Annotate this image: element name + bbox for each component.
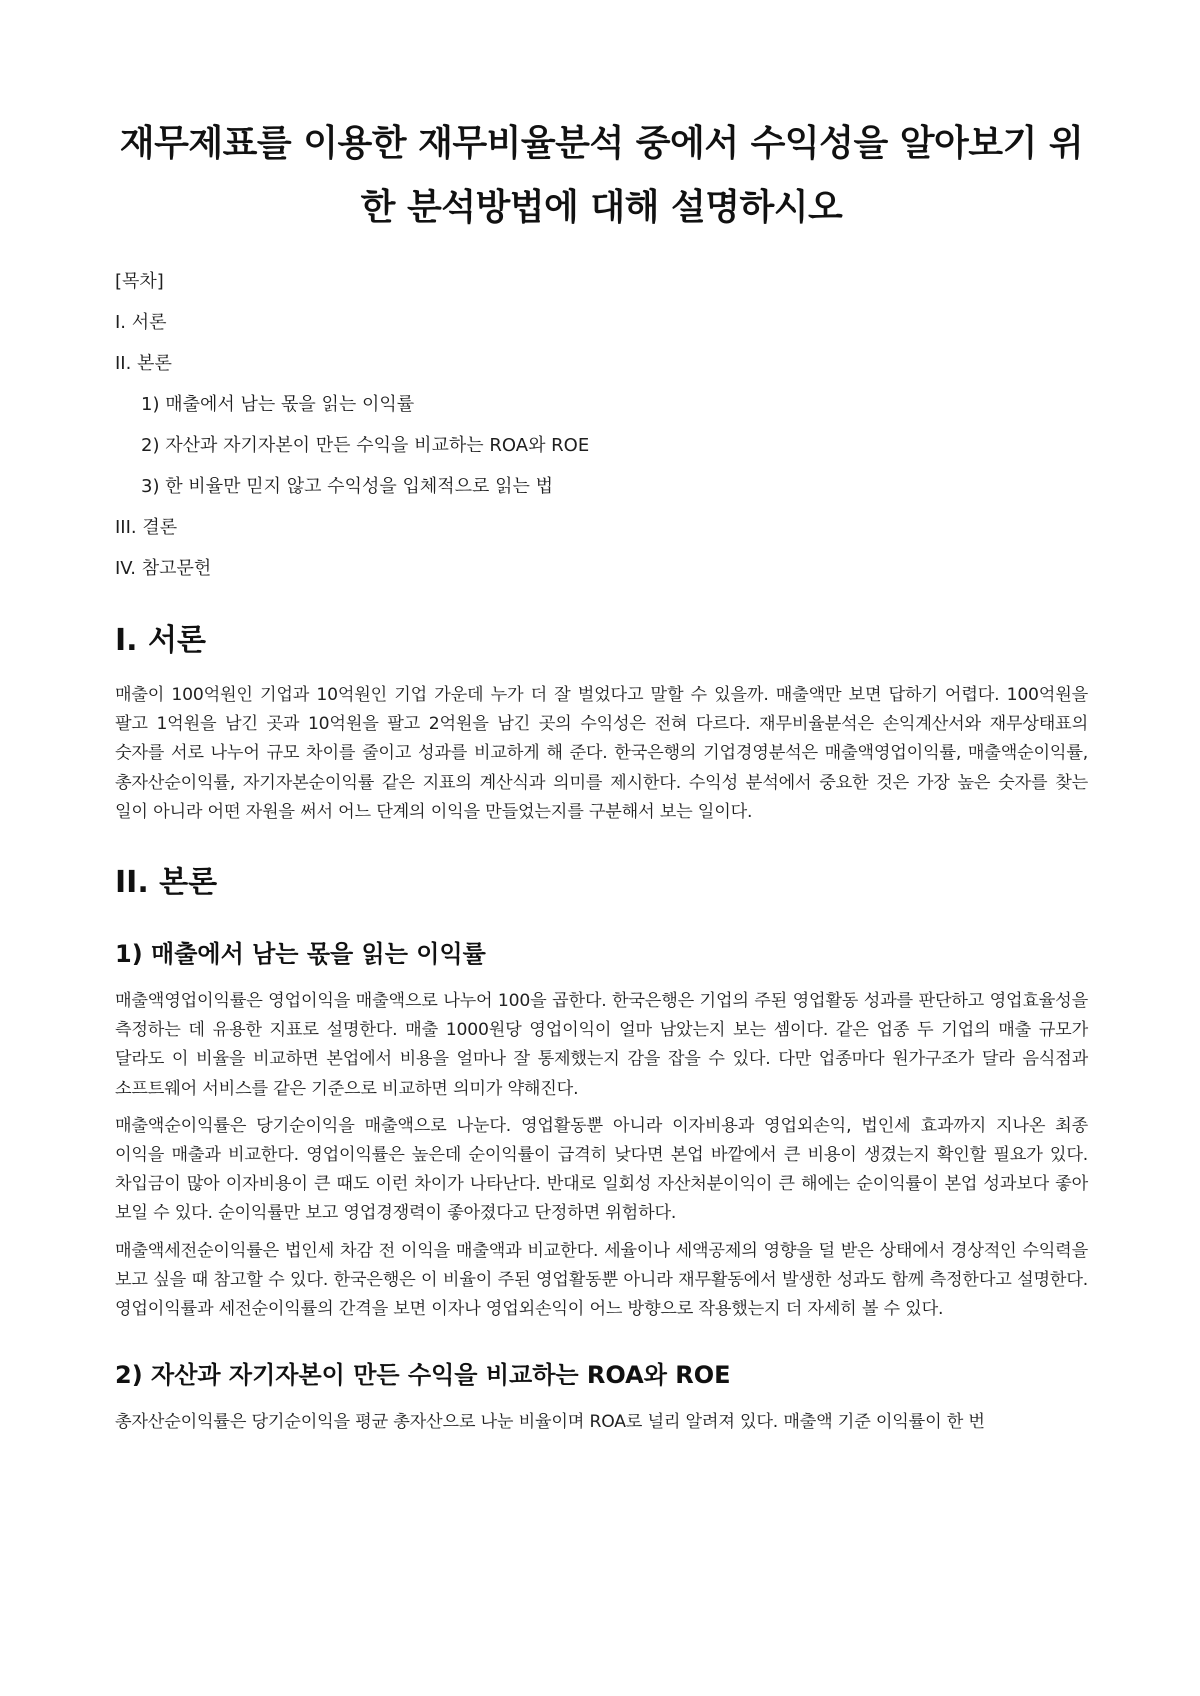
toc-item-body-2: 2) 자산과 자기자본이 만든 수익을 비교하는 ROA와 ROE: [141, 435, 590, 456]
document-title: 재무제표를 이용한 재무비율분석 중에서 수익성을 알아보기 위한 분석방법에 대해 설명하시오: [119, 123, 1084, 228]
toc-item-conclusion: III. 결론: [115, 517, 178, 538]
toc-item-body-1: 1) 매출에서 남는 몫을 읽는 이익률: [141, 394, 415, 415]
section2-paragraph-1: 총자산순이익률은 당기순이익을 평균 총자산으로 나눈 비율이며 ROA로 널리 알려져 있다. 매출액 기준 이익률이 한 번: [115, 1412, 985, 1433]
section-heading-intro: I. 서론: [115, 623, 206, 658]
toc-heading: [목차]: [115, 271, 164, 292]
subsection-heading-1: 1) 매출에서 남는 몫을 읽는 이익률: [115, 940, 486, 969]
intro-paragraph: 매출이 100억원인 기업과 10억원인 기업 가운데 누가 더 잘 벌었다고 말할 수 있을까. 매출액만 보면 답하기 어렵다. 100억원을 팔고 1억원을 남긴 곳과 10억원을 팔고 2억원을 남긴 곳의 수익성은 전혀 다르다. 재무비율분석은 손익계산서와 재무상태표의 숫자를 서로 나누어 규모 차이를 줄이고 성과를 비교하게 해 준다. 한국은행의 기업경영분석은 매출액영업이익률, 매출액순이익률, 총자산순이익률, 자기자본순이익률 같은 지표의 계산식과 의미를 제시한다. 수익성 분석에서 중요한 것은 가장 높은 숫자를 찾는 일이 아니라 어떤 자원을 써서 어느 단계의 이익을 만들었는지를 구분해서 보는 일이다.: [115, 685, 1088, 822]
section1-paragraph-1: 매출액영업이익률은 영업이익을 매출액으로 나누어 100을 곱한다. 한국은행은 기업의 주된 영업활동 성과를 판단하고 영업효율성을 측정하는 데 유용한 지표로 설명한다. 매출 1000원당 영업이익이 얼마 남았는지 보는 셈이다. 같은 업종 두 기업의 매출 규모가 달라도 이 비율을 비교하면 본업에서 비용을 얼마나 잘 통제했는지 감을 잡을 수 있다. 다만 업종마다 원가구조가 달라 음식점과 소프트웨어 서비스를 같은 기준으로 비교하면 의미가 약해진다.: [115, 991, 1088, 1099]
toc-item-body: II. 본론: [115, 353, 172, 374]
table-of-contents: [115, 268, 1088, 583]
section1-paragraph-2: 매출액순이익률은 당기순이익을 매출액으로 나눈다. 영업활동뿐 아니라 이자비용과 영업외손익, 법인세 효과까지 지나온 최종 이익을 매출과 비교한다. 영업이익률은 높은데 순이익률이 급격히 낮다면 본업 바깥에서 큰 비용이 생겼는지 확인할 필요가 있다. 차입금이 많아 이자비용이 큰 때도 이런 차이가 나타난다. 반대로 일회성 자산처분이익이 큰 해에는 순이익률이 본업 성과보다 좋아 보일 수 있다. 순이익률만 보고 영업경쟁력이 좋아졌다고 단정하면 위험하다.: [115, 1115, 1088, 1224]
toc-item-references: IV. 참고문헌: [115, 558, 212, 579]
toc-item-body-3: 3) 한 비율만 믿지 않고 수익성을 입체적으로 읽는 법: [141, 476, 554, 497]
section1-paragraph-3: 매출액세전순이익률은 법인세 차감 전 이익을 매출액과 비교한다. 세율이나 세액공제의 영향을 덜 받은 상태에서 경상적인 수익력을 보고 싶을 때 참고할 수 있다. 한국은행은 이 비율이 주된 영업활동뿐 아니라 재무활동에서 발생한 성과도 함께 측정한다고 설명한다. 영업이익률과 세전순이익률의 간격을 보면 이자나 영업외손익이 어느 방향으로 작용했는지 더 자세히 볼 수 있다.: [115, 1240, 1088, 1320]
section-heading-body: II. 본론: [115, 865, 218, 901]
toc-item-intro: I. 서론: [115, 312, 167, 333]
subsection-heading-2: 2) 자산과 자기자본이 만든 수익을 비교하는 ROA와 ROE: [115, 1361, 731, 1390]
